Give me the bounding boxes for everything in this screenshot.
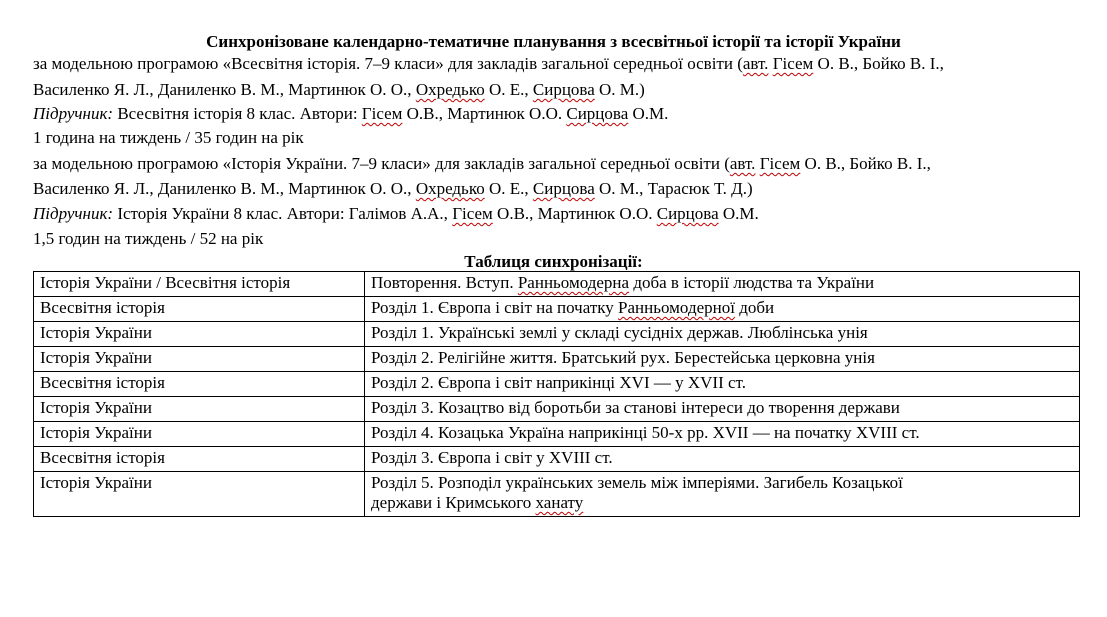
text-segment: О.В., Мартинюк О.О. <box>402 104 567 123</box>
topic-text: Розділ 1. Українські землі у складі сусідніх держав. Люблінська унія <box>371 323 868 342</box>
topic-text: Розділ 3. Європа і світ у XVIII ст. <box>371 448 613 467</box>
textbook-1-line <box>33 104 668 124</box>
topic-text: Розділ 3. Козацтво від боротьби за станові інтереси до творення держави <box>371 398 900 417</box>
spellcheck-word: Охредько <box>415 80 485 99</box>
program-2-line-2 <box>33 179 753 199</box>
topic-text: Розділ 2. Європа і світ наприкінці XVI — у XVII ст. <box>371 373 746 392</box>
spellcheck-word: ханату <box>535 493 584 512</box>
text-segment: Василенко Я. Л., Даниленко В. М., Мартинюк О. О., <box>33 179 416 198</box>
subject-cell: Історія України <box>34 322 365 347</box>
topic-text: доби <box>734 298 775 317</box>
spellcheck-word: Ранньомодерна <box>517 273 630 292</box>
spellcheck-word: Ранньомодерної <box>618 298 735 317</box>
table-row <box>34 372 1080 397</box>
text-segment: О. В., Бойко В. І., <box>800 154 931 173</box>
spellcheck-word: Гісем <box>452 204 493 223</box>
table-title: Таблиця синхронізації: <box>464 252 643 271</box>
text-segment: за модельною програмою «Історія України. 7–9 класи» для закладів загальної середньої освіти ( <box>33 154 730 173</box>
topic-text: Повторення. Вступ. <box>371 273 518 292</box>
textbook-2-line <box>33 204 759 224</box>
text-segment: О. Е., <box>484 179 533 198</box>
table-row <box>34 472 1080 517</box>
spellcheck-word: авт. <box>742 54 769 73</box>
topic-cell <box>365 397 1080 422</box>
subject-cell: Історія України / Всесвітня історія <box>34 272 365 297</box>
spellcheck-word: Сирцова <box>656 204 719 223</box>
spellcheck-word: Охредько <box>415 179 485 198</box>
topic-cell <box>365 472 1080 517</box>
topic-text: Розділ 2. Релігійне життя. Братський рух. Берестейська церковна унія <box>371 348 875 367</box>
topic-text: Розділ 4. Козацька Україна наприкінці 50-х рр. XVII — на початку XVIII ст. <box>371 423 920 442</box>
subject-cell: Історія України <box>34 422 365 447</box>
table-row <box>34 297 1080 322</box>
sync-table <box>33 271 1080 517</box>
table-row <box>34 397 1080 422</box>
program-2-line-1 <box>33 154 931 174</box>
table-row <box>34 272 1080 297</box>
subject-cell: Всесвітня історія <box>34 297 365 322</box>
spellcheck-word: авт. <box>729 154 756 173</box>
topic-cell <box>365 372 1080 397</box>
hours-1-line: 1 година на тиждень / 35 годин на рік <box>33 128 304 147</box>
text-segment: О. В., Бойко В. І., <box>813 54 944 73</box>
subject-cell: Історія України <box>34 397 365 422</box>
topic-text: Розділ 1. Європа і світ на початку <box>371 298 619 317</box>
program-1-line-1 <box>33 54 944 74</box>
subject-cell: Всесвітня історія <box>34 372 365 397</box>
hours-2-line: 1,5 годин на тиждень / 52 на рік <box>33 229 264 248</box>
topic-cell <box>365 322 1080 347</box>
spellcheck-word: Гісем <box>361 104 403 123</box>
topic-text: доба в історії людства та України <box>629 273 875 292</box>
spellcheck-word: Сирцова <box>532 179 595 198</box>
text-segment: за модельною програмою «Всесвітня історія. 7–9 класи» для закладів загальної середньої освіти ( <box>33 54 743 73</box>
text-segment: О.М. <box>718 204 759 223</box>
text-segment: Історія України 8 клас. Автори: Галімов А.А., <box>113 204 453 223</box>
text-segment: О.М. <box>628 104 669 123</box>
table-row <box>34 447 1080 472</box>
subject-cell: Всесвітня історія <box>34 447 365 472</box>
topic-cell <box>365 297 1080 322</box>
table-row <box>34 347 1080 372</box>
textbook-label: Підручник: <box>33 204 114 223</box>
topic-text: Розділ 5. Розподіл українських земель між імперіями. Загибель Козацької <box>371 473 903 492</box>
text-segment: Всесвітня історія 8 клас. Автори: <box>113 104 362 123</box>
table-row <box>34 422 1080 447</box>
subject-cell: Історія України <box>34 472 365 517</box>
text-segment: О. М., Тарасюк Т. Д.) <box>594 179 753 198</box>
subject-cell: Історія України <box>34 347 365 372</box>
topic-text: держави і Кримського <box>371 493 536 512</box>
text-segment: Василенко Я. Л., Даниленко В. М., Мартинюк О. О., <box>33 80 416 99</box>
text-segment: О.В., Мартинюк О.О. <box>492 204 657 223</box>
topic-cell <box>365 422 1080 447</box>
text-segment: О. Е., <box>484 80 533 99</box>
spellcheck-word: Сирцова <box>532 80 595 99</box>
spellcheck-word: Гісем <box>759 154 801 173</box>
spellcheck-word: Гісем <box>772 54 814 73</box>
topic-cell <box>365 347 1080 372</box>
document-title: Синхронізоване календарно-тематичне планування з всесвітньої історії та історії України <box>206 32 901 51</box>
text-segment: О. М.) <box>594 80 645 99</box>
topic-cell <box>365 447 1080 472</box>
sync-table-body <box>34 272 1080 517</box>
textbook-label: Підручник: <box>33 104 114 123</box>
topic-cell <box>365 272 1080 297</box>
spellcheck-word: Сирцова <box>566 104 629 123</box>
program-1-line-2 <box>33 80 645 100</box>
table-row <box>34 322 1080 347</box>
